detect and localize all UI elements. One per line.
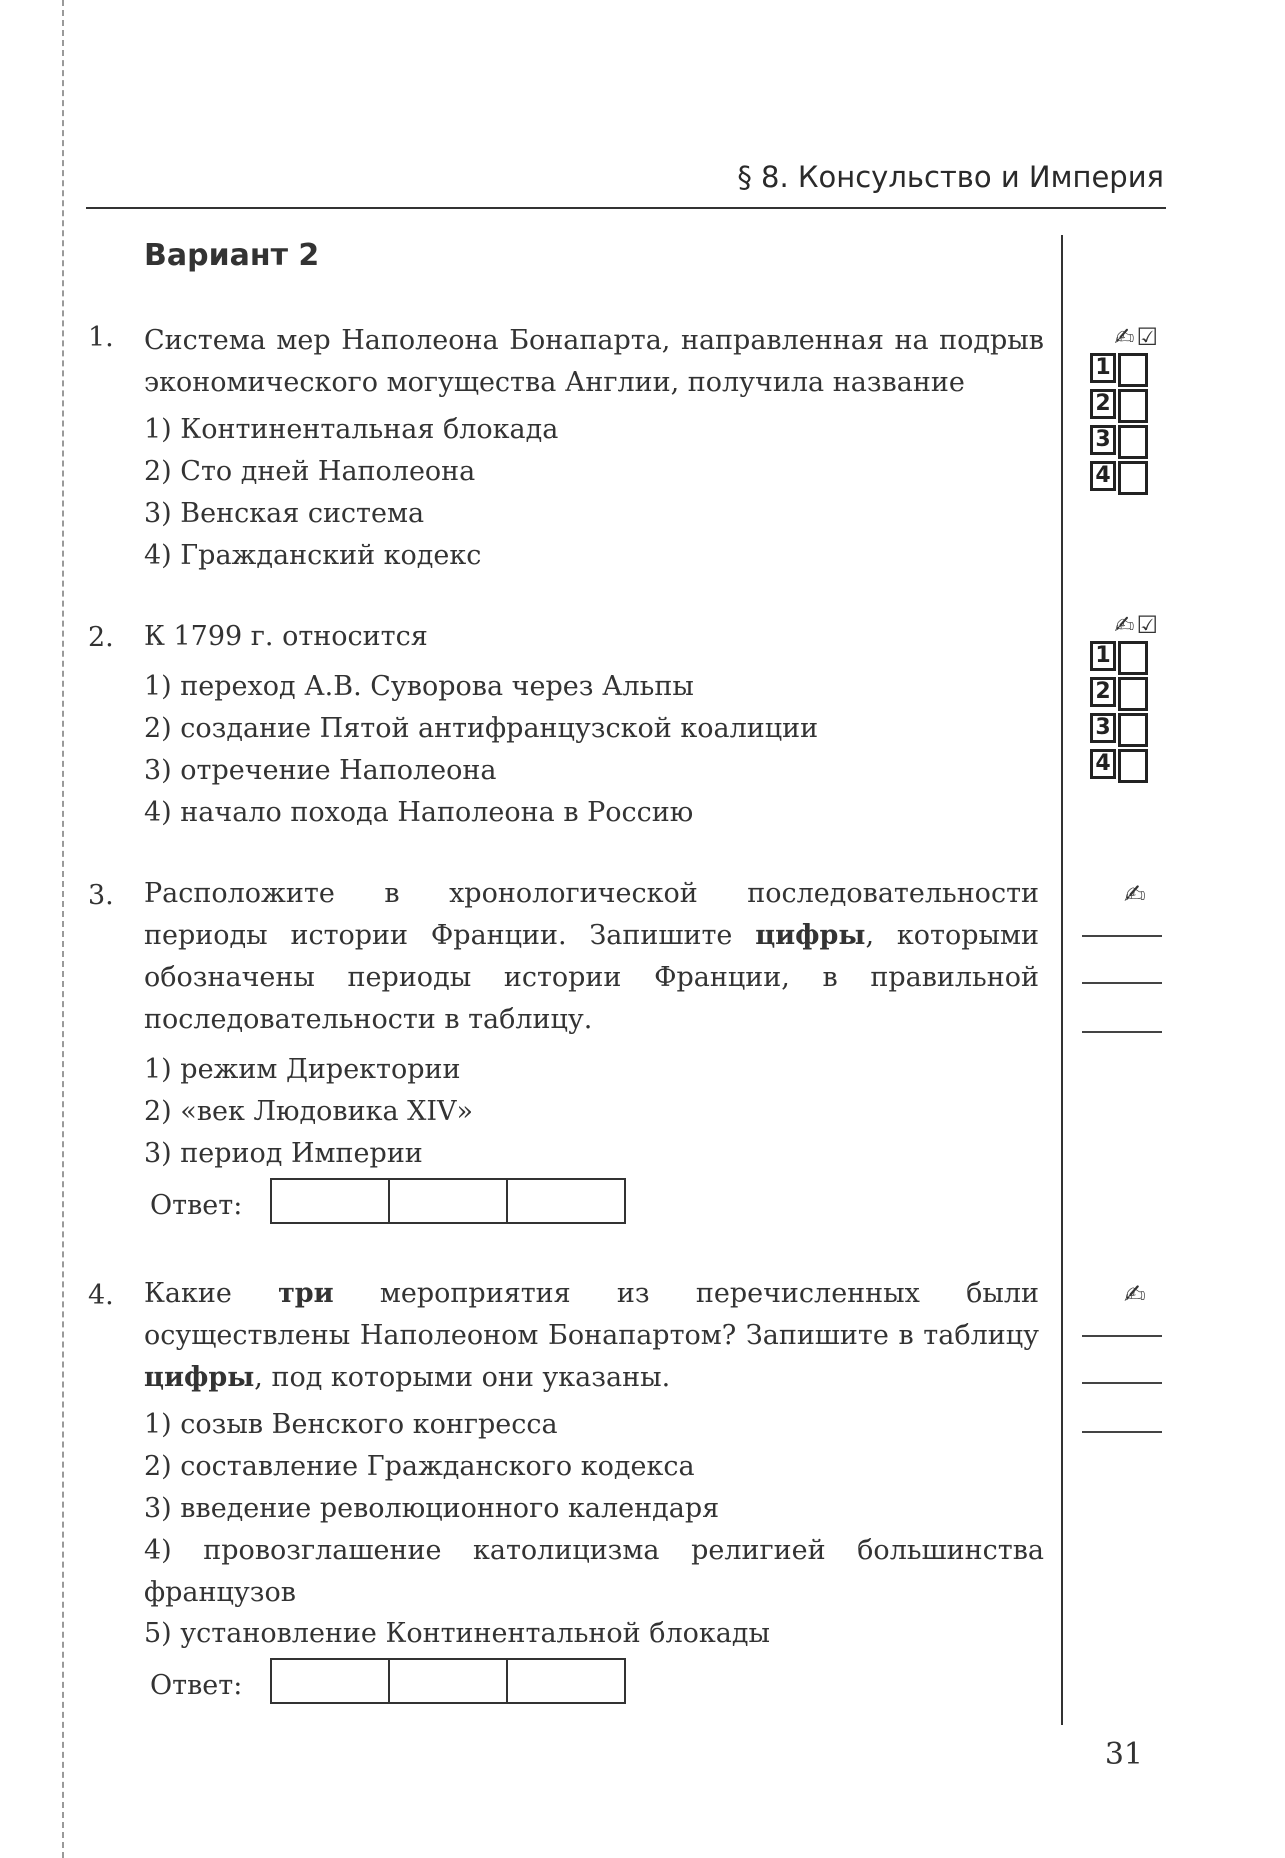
q4-option-3: 3) введение революционного календаря (144, 1493, 720, 1524)
box-number-4: 4 (1090, 461, 1116, 491)
margin-divider (1061, 235, 1063, 1725)
write-line[interactable] (1082, 935, 1162, 937)
question-2-number: 2. (88, 622, 114, 653)
q4-answer-table (270, 1658, 626, 1704)
write-line[interactable] (1082, 1031, 1162, 1033)
q2-option-1: 1) переход А.В. Суворова через Альпы (144, 671, 694, 702)
q2-answer-boxes (1086, 610, 1160, 784)
question-3-text (144, 873, 1039, 1041)
q3-answer-table (270, 1178, 626, 1224)
q4-option-1: 1) созыв Венского конгресса (144, 1409, 558, 1440)
q4-option-2: 2) составление Гражданского кодекса (144, 1451, 695, 1482)
box-number-3: 3 (1090, 713, 1116, 743)
pen-check-icon: ✍☑ (1114, 323, 1160, 351)
box-number-1: 1 (1090, 641, 1116, 671)
answer-cell[interactable] (390, 1660, 508, 1702)
q4-option-4: 4) провозглашение католицизма религией большинства французов (144, 1535, 1044, 1608)
answer-checkbox-4[interactable] (1118, 461, 1148, 495)
write-line[interactable] (1082, 1382, 1162, 1384)
q1-option-2: 2) Сто дней Наполеона (144, 456, 476, 487)
answer-cell[interactable] (272, 1660, 390, 1702)
q2-option-2: 2) создание Пятой антифранцузской коалиции (144, 713, 819, 744)
answer-checkbox-4[interactable] (1118, 749, 1148, 783)
header-divider (86, 207, 1166, 209)
answer-checkbox-2[interactable] (1118, 677, 1148, 711)
box-number-4: 4 (1090, 749, 1116, 779)
q4-text-part: , под которыми они указаны. (254, 1362, 671, 1393)
box-number-1: 1 (1090, 353, 1116, 383)
answer-cell[interactable] (508, 1660, 624, 1702)
pen-icon: ✍ (1124, 880, 1146, 910)
q4-text-part: Какие (144, 1278, 279, 1309)
write-line[interactable] (1082, 1335, 1162, 1337)
pen-check-icon: ✍☑ (1114, 611, 1160, 639)
q4-text-part: мероприятия из перечисленных были осуществлены Наполеоном Бонапартом? Запишите в таблицу (144, 1278, 1039, 1351)
q3-option-1: 1) режим Директории (144, 1054, 461, 1085)
q1-option-4: 4) Гражданский кодекс (144, 540, 482, 571)
page-number: 31 (1104, 1737, 1143, 1772)
write-line[interactable] (1082, 1431, 1162, 1433)
q1-option-1: 1) Континентальная блокада (144, 414, 559, 445)
answer-cell[interactable] (272, 1180, 390, 1222)
q3-option-2: 2) «век Людовика XIV» (144, 1096, 474, 1127)
q4-text-bold: цифры (144, 1362, 255, 1393)
q2-option-4: 4) начало похода Наполеона в Россию (144, 797, 694, 828)
q3-text-part: , которыми обозначены периоды истории Франции, в правильной последовательности в таблицу. (144, 920, 1039, 1035)
box-number-3: 3 (1090, 425, 1116, 455)
question-4-text (144, 1273, 1039, 1399)
question-1-number: 1. (88, 322, 114, 353)
variant-title: Вариант 2 (144, 238, 320, 273)
q1-option-3: 3) Венская система (144, 498, 425, 529)
box-number-2: 2 (1090, 389, 1116, 419)
q3-option-3: 3) период Империи (144, 1138, 423, 1169)
q4-option-5: 5) установление Континентальной блокады (144, 1618, 770, 1649)
question-3-number: 3. (88, 880, 114, 911)
write-line[interactable] (1082, 982, 1162, 984)
q3-text-part: Расположите в хронологической последовательности периоды истории Франции. Запишите (144, 878, 1039, 951)
q3-answer-label: Ответ: (150, 1190, 243, 1221)
question-1-text: Система мер Наполеона Бонапарта, направленная на подрыв экономического могущества Англии, получила название (144, 325, 1044, 398)
answer-cell[interactable] (508, 1180, 624, 1222)
answer-checkbox-1[interactable] (1118, 641, 1148, 675)
answer-checkbox-1[interactable] (1118, 353, 1148, 387)
answer-checkbox-3[interactable] (1118, 713, 1148, 747)
q3-text-bold: цифры (755, 920, 866, 951)
q4-text-bold: три (278, 1278, 334, 1309)
answer-checkbox-3[interactable] (1118, 425, 1148, 459)
cut-line (62, 0, 64, 1858)
question-4-number: 4. (88, 1280, 114, 1311)
pen-icon: ✍ (1124, 1280, 1146, 1310)
q2-option-3: 3) отречение Наполеона (144, 755, 497, 786)
box-number-2: 2 (1090, 677, 1116, 707)
q1-answer-boxes (1086, 322, 1160, 496)
answer-cell[interactable] (390, 1180, 508, 1222)
question-2-text: К 1799 г. относится (144, 621, 428, 652)
section-title: § 8. Консульство и Империя (737, 160, 1164, 194)
q4-answer-label: Ответ: (150, 1670, 243, 1701)
answer-checkbox-2[interactable] (1118, 389, 1148, 423)
